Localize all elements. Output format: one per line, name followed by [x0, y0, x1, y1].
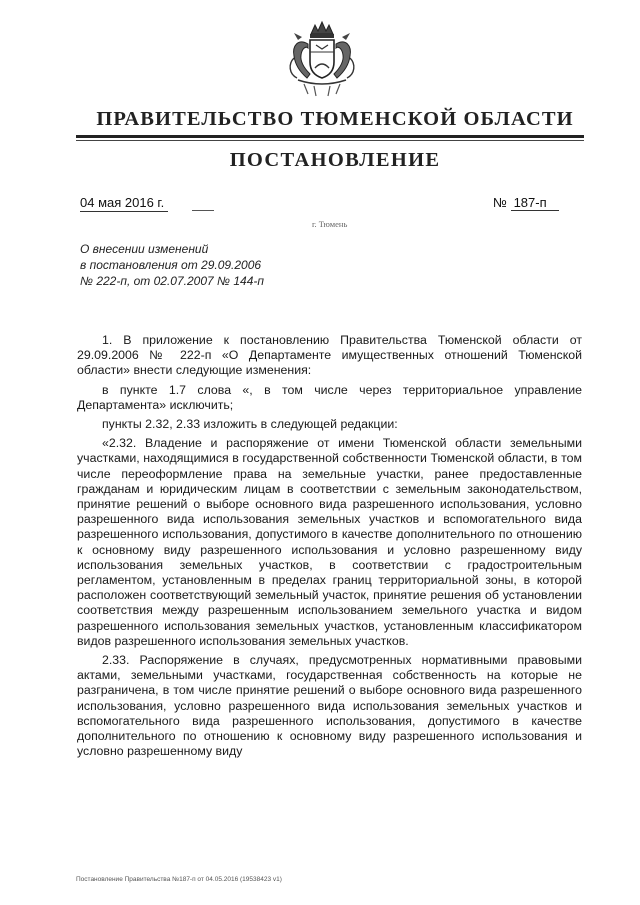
number-symbol: № — [493, 195, 507, 210]
date-underline — [192, 210, 214, 211]
document-number — [493, 195, 559, 211]
number-value: 187-п — [511, 195, 559, 211]
tyumen-coat-of-arms-icon — [280, 18, 364, 102]
paragraph-2: в пункте 1.7 слова «, в том числе через территориальное управление Департамента» исключить; — [77, 382, 582, 412]
paragraph-5: 2.33. Распоряжение в случаях, предусмотренных нормативными правовыми актами, земельными участками, государственная собственность на которые не разграничена, в том числе принятие решений о выборе основного вида разрешенного использования, условно разрешенного вида использования земельных участков и вспомогательного вида разрешенного использования, допустимого в качестве дополнительного по отношению к основному виду разрешенного использования и условно разрешенному виду — [77, 653, 582, 759]
paragraph-1: 1. В приложение к постановлению Правительства Тюменской области от 29.09.2006 № 222-п «О Департаменте имущественных отношений Тюменской области» внести следующие изменения: — [77, 333, 582, 378]
document-date: 04 мая 2016 г. — [80, 195, 168, 212]
city: г. Тюмень — [312, 219, 348, 229]
footer-reference: Постановление Правительства №187-п от 04.05.2016 (19538423 v1) — [76, 876, 282, 883]
document-subject — [80, 242, 360, 289]
header-divider-thin — [76, 140, 584, 141]
header-divider — [76, 135, 584, 138]
organization-title: ПРАВИТЕЛЬСТВО ТЮМЕНСКОЙ ОБЛАСТИ — [96, 108, 574, 130]
subject-line: О внесении изменений — [80, 242, 209, 256]
subject-line: № 222-п, от 02.07.2007 № 144-п — [80, 273, 264, 288]
document-body — [77, 333, 582, 759]
subject-line: в постановления от 29.09.2006 — [80, 257, 262, 272]
paragraph-4: «2.32. Владение и распоряжение от имени Тюменской области земельными участками, находящимися в государственной собственности Тюменской области, в том числе переоформление права на земельные участки, ранее предоставленные гражданам и юридическим лицам в соответствии с земельным законодательством, принятие решений о выборе основного вида разрешенного использования, условно разрешенного вида использования земельных участков и вспомогательного вида разрешенного использования, допустимого в качестве дополнительного по отношению к основному виду разрешенного использования и условно разрешенному виду использования земельных участков, в соответствии с градостроительным регламентом, установленным в пределах границ территориальной зоны, в которой расположен соответствующий земельный участок, принятие решения об установлении соответствия между разрешенным использованием земельного участка и видом разрешенного использования земельных участков, установленным классификатором видов разрешенного использования земельных участков. — [77, 436, 582, 648]
paragraph-3: пункты 2.32, 2.33 изложить в следующей редакции: — [102, 417, 398, 432]
document-type-heading: ПОСТАНОВЛЕНИЕ — [229, 149, 441, 171]
